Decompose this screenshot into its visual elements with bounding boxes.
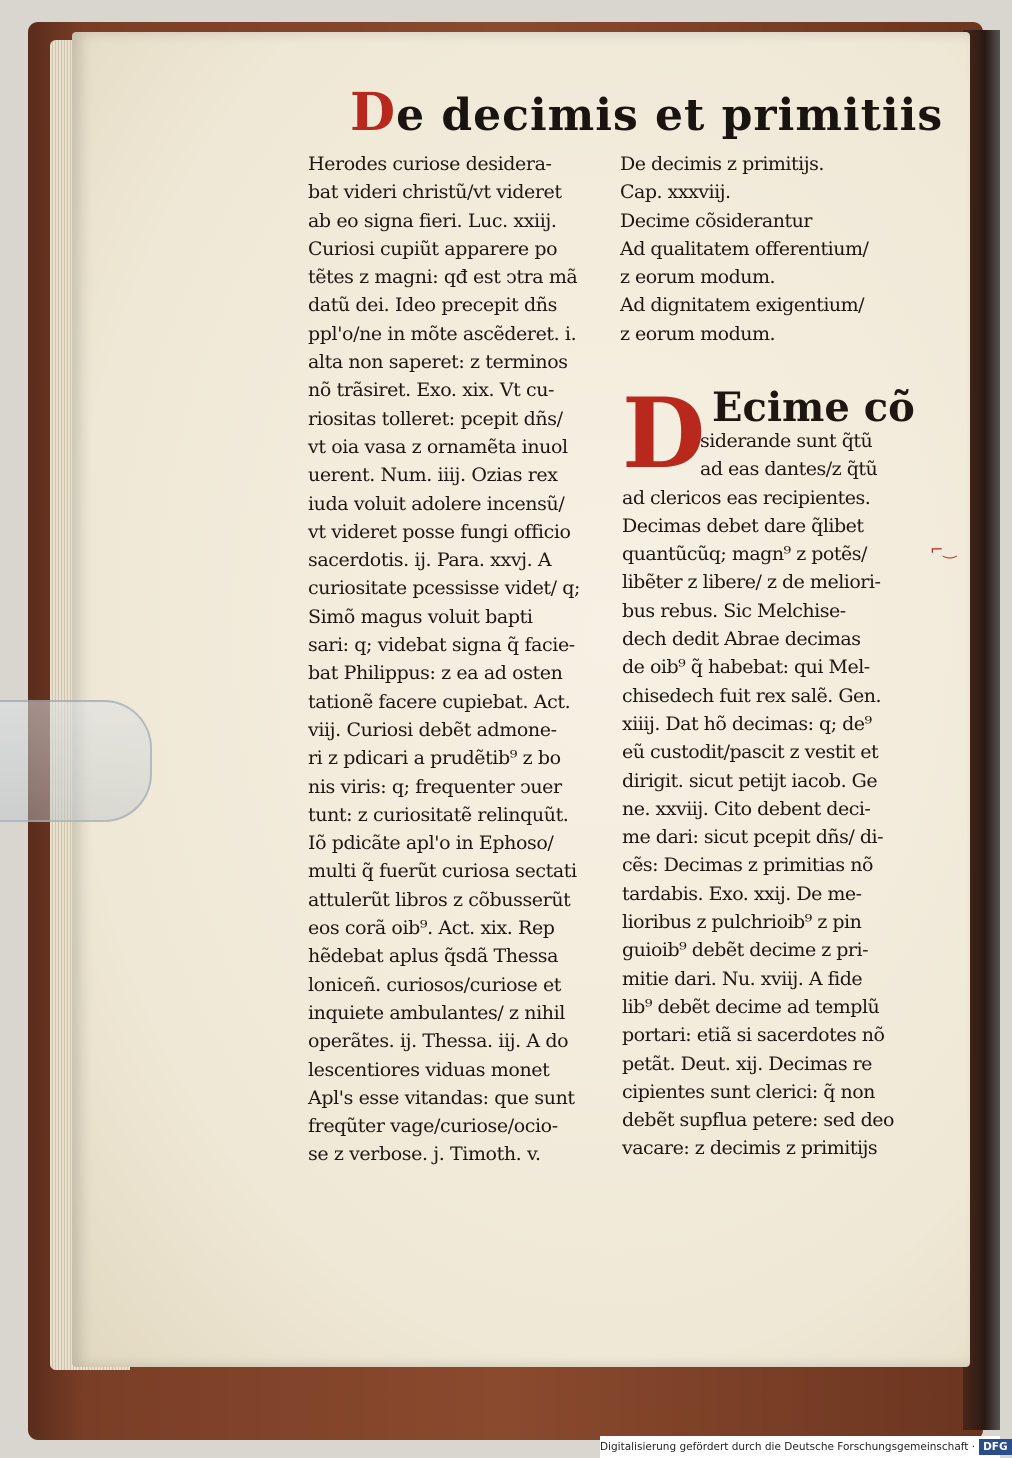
text-line: ab eo signa fieri. Luc. xxiij. — [308, 209, 557, 232]
text-line: bat Philippus: z ea ad osten — [308, 662, 563, 685]
right-column-top — [620, 150, 920, 348]
text-line: vt videret posse fungi officio — [308, 520, 571, 543]
margin-annotation: ⌐‿ — [930, 540, 957, 559]
left-column — [308, 150, 608, 1169]
text-line: tardabis. Exo. xxij. De me- — [622, 882, 862, 905]
text-line: de oib⁹ q̃ habebat: qui Mel- — [622, 656, 870, 679]
text-line: ppl'o/ne in mõte ascẽderet. i. — [308, 322, 577, 345]
text-line: Iõ pdicãte apl'o in Ephoso/ — [308, 832, 554, 855]
text-line: vt oia vasa z ornamẽta inuol — [308, 435, 568, 458]
text-line: datũ dei. Ideo precepit dñs — [308, 294, 557, 317]
text-line: iuda voluit adolere incensũ/ — [308, 492, 565, 515]
text-line: nis viris: q; frequenter ↄuer — [308, 775, 562, 798]
dfg-logo: DFG — [979, 1439, 1012, 1455]
text-line: operãtes. ij. Thessa. iij. A do — [308, 1030, 569, 1053]
text-line: freqũter vage/curiose/ocio- — [308, 1115, 558, 1138]
text-line: eũ custodit/pascit z vestit et — [622, 741, 879, 764]
text-line: uerent. Num. iiij. Ozias rex — [308, 464, 558, 487]
text-line: quantũcũq; magn⁹ z potẽs/ — [622, 543, 867, 566]
text-line: riositas tolleret: pcepit dñs/ — [308, 407, 563, 430]
text-line: siderande sunt q̃tũ — [700, 430, 873, 452]
drop-word: Ecime cõ — [712, 384, 915, 431]
text-line: Ad dignitatem exigentium/ — [620, 294, 865, 317]
text-line: sari: q; videbat signa q̃ facie- — [308, 634, 575, 657]
text-line: dirigit. sicut petijt iacob. Ge — [622, 769, 878, 792]
text-line: attulerũt libros z cõbusserũt — [308, 888, 571, 911]
text-line: lescentiores viduas monet — [308, 1058, 550, 1081]
text-line: inquiete ambulantes/ z nihil — [308, 1001, 565, 1024]
page-clip — [0, 700, 152, 822]
text-line: portari: etiã si sacerdotes nõ — [622, 1024, 885, 1047]
text-line: Ad qualitatem offerentium/ — [620, 237, 869, 260]
heading-initial: D — [350, 82, 397, 143]
text-line: libẽter z libere/ z de meliori- — [622, 571, 881, 594]
text-line: debẽt supflua petere: sed deo — [622, 1109, 894, 1132]
text-line: Curiosi cupiũt apparere po — [308, 237, 558, 260]
text-line: mitie dari. Nu. xviij. A fide — [622, 967, 863, 990]
text-line: Cap. xxxviij. — [620, 181, 731, 204]
page-heading — [350, 82, 944, 148]
text-line: bat videri christũ/vt videret — [308, 181, 562, 204]
footer-credit — [600, 1436, 1008, 1458]
drop-initial: D — [622, 377, 706, 490]
text-line: Simõ magus voluit bapti — [308, 605, 533, 628]
text-line: se z verbose. j. Timoth. v. — [308, 1143, 541, 1166]
text-line: ad clericos eas recipientes. — [622, 486, 871, 509]
text-line: Apl's esse vitandas: que sunt — [308, 1086, 575, 1109]
text-line: petãt. Deut. xij. Decimas re — [622, 1052, 872, 1075]
text-line: tunt: z curiositatẽ relinquũt. — [308, 803, 569, 826]
text-line: eos corã oib⁹. Act. xix. Rep — [308, 917, 555, 940]
text-line: z eorum modum. — [620, 266, 776, 289]
footer-text: Digitalisierung gefördert durch die Deutsche Forschungsgemeinschaft · — [600, 1441, 976, 1453]
text-line: curiositate pcessisse videt/ q; — [308, 577, 581, 600]
text-line: z eorum modum. — [620, 322, 776, 345]
text-line: lioribus z pulchrioib⁹ z pin — [622, 911, 862, 934]
right-column-body — [622, 427, 922, 1163]
text-line: lib⁹ debẽt decime ad templũ — [622, 995, 880, 1018]
text-line: hẽdebat aplus q̃sdã Thessa — [308, 945, 559, 968]
text-line: multi q̃ fuerũt curiosa sectati — [308, 860, 577, 883]
text-line: xiiij. Dat hõ decimas: q; de⁹ — [622, 712, 872, 735]
text-line: Decime cõsiderantur — [620, 209, 812, 232]
text-line: tationẽ facere cupiebat. Act. — [308, 690, 571, 713]
text-line: me dari: sicut pcepit dñs/ di- — [622, 826, 883, 849]
text-line: sacerdotis. ij. Para. xxvj. A — [308, 549, 552, 572]
text-line: cipientes sunt clerici: q̃ non — [622, 1080, 875, 1103]
text-line: Herodes curiose desidera- — [308, 153, 552, 175]
text-line: dech dedit Abrae decimas — [622, 628, 861, 651]
text-line: ri z pdicari a prudẽtib⁹ z bo — [308, 747, 561, 770]
text-line: loniceñ. curiosos/curiose et — [308, 973, 562, 996]
text-line: alta non saperet: z terminos — [308, 351, 568, 374]
heading-text: e decimis et primitiis — [396, 90, 944, 141]
text-line: bus rebus. Sic Melchise- — [622, 599, 846, 622]
text-line: viij. Curiosi debẽt admone- — [308, 718, 557, 741]
text-line: ad eas dantes/z q̃tũ — [700, 458, 878, 481]
text-line: cẽs: Decimas z primitias nõ — [622, 854, 873, 877]
text-line: tẽtes z magni: qđ est ↄtra mã — [308, 266, 578, 289]
text-line: chisedech fuit rex salẽ. Gen. — [622, 684, 882, 707]
text-line: vacare: z decimis z primitijs — [622, 1137, 878, 1160]
text-line: ne. xxviij. Cito debent deci- — [622, 797, 871, 820]
text-line: guioib⁹ debẽt decime z pri- — [622, 939, 869, 962]
text-line: nõ trãsiret. Exo. xix. Vt cu- — [308, 379, 555, 402]
text-line: De decimis z primitijs. — [620, 153, 824, 175]
text-line: Decimas debet dare q̃libet — [622, 514, 864, 537]
